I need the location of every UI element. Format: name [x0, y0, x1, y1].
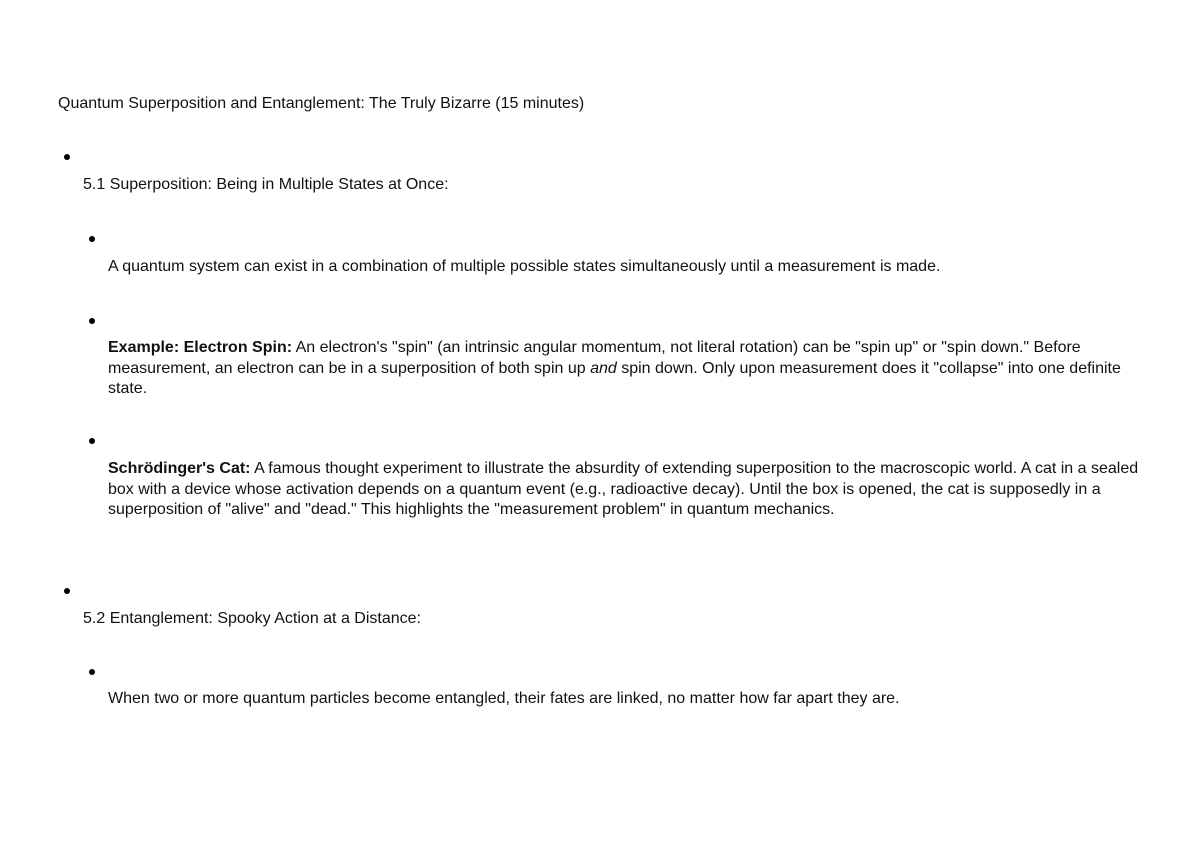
- bullet-item-2: [89, 318, 95, 324]
- section-heading-entanglement: 5.2 Entanglement: Spooky Action at a Distance:: [83, 610, 421, 627]
- paragraph-superposition-definition: [108, 257, 1148, 278]
- paragraph-text: spin down. Only upon measurement does it "collapse" into one definite state.: [108, 359, 1121, 397]
- bullet-item-1: [89, 236, 95, 242]
- section-heading-superposition: 5.1 Superposition: Being in Multiple States at Once:: [83, 176, 449, 193]
- paragraph-text: A quantum system can exist in a combination of multiple possible states simultaneously until a measurement is made.: [108, 258, 941, 275]
- paragraph-label: Example: Electron Spin:: [108, 339, 293, 356]
- bullet-item-4: [89, 669, 95, 675]
- paragraph-schrodingers-cat: [108, 459, 1148, 521]
- paragraph-entanglement-definition: [108, 689, 1148, 710]
- paragraph-electron-spin: [108, 338, 1148, 400]
- bullet-section-2: [64, 588, 70, 594]
- document-title: Quantum Superposition and Entanglement: The Truly Bizarre (15 minutes): [58, 95, 585, 112]
- paragraph-text: A famous thought experiment to illustrate the absurdity of extending superposition to the macroscopic world. A cat in a sealed box with a device whose activation depends on a quantum event (e.g., radioactive decay). Until the box is opened, the cat is supposedly in a superposition of "alive" and "dead." This highlights the "measurement problem" in quantum mechanics.: [108, 460, 1139, 518]
- bullet-item-3: [89, 438, 95, 444]
- paragraph-emphasis: and: [590, 359, 617, 377]
- paragraph-text: When two or more quantum particles become entangled, their fates are linked, no matter how far apart they are.: [108, 690, 900, 707]
- paragraph-label: Schrödinger's Cat:: [108, 460, 251, 477]
- paragraph-text: An electron's "spin" (an intrinsic angular momentum, not literal rotation) can be "spin up" or "spin down." Before measurement, an electron can be in a superposition of both spin up: [108, 339, 1081, 377]
- bullet-section-1: [64, 154, 70, 160]
